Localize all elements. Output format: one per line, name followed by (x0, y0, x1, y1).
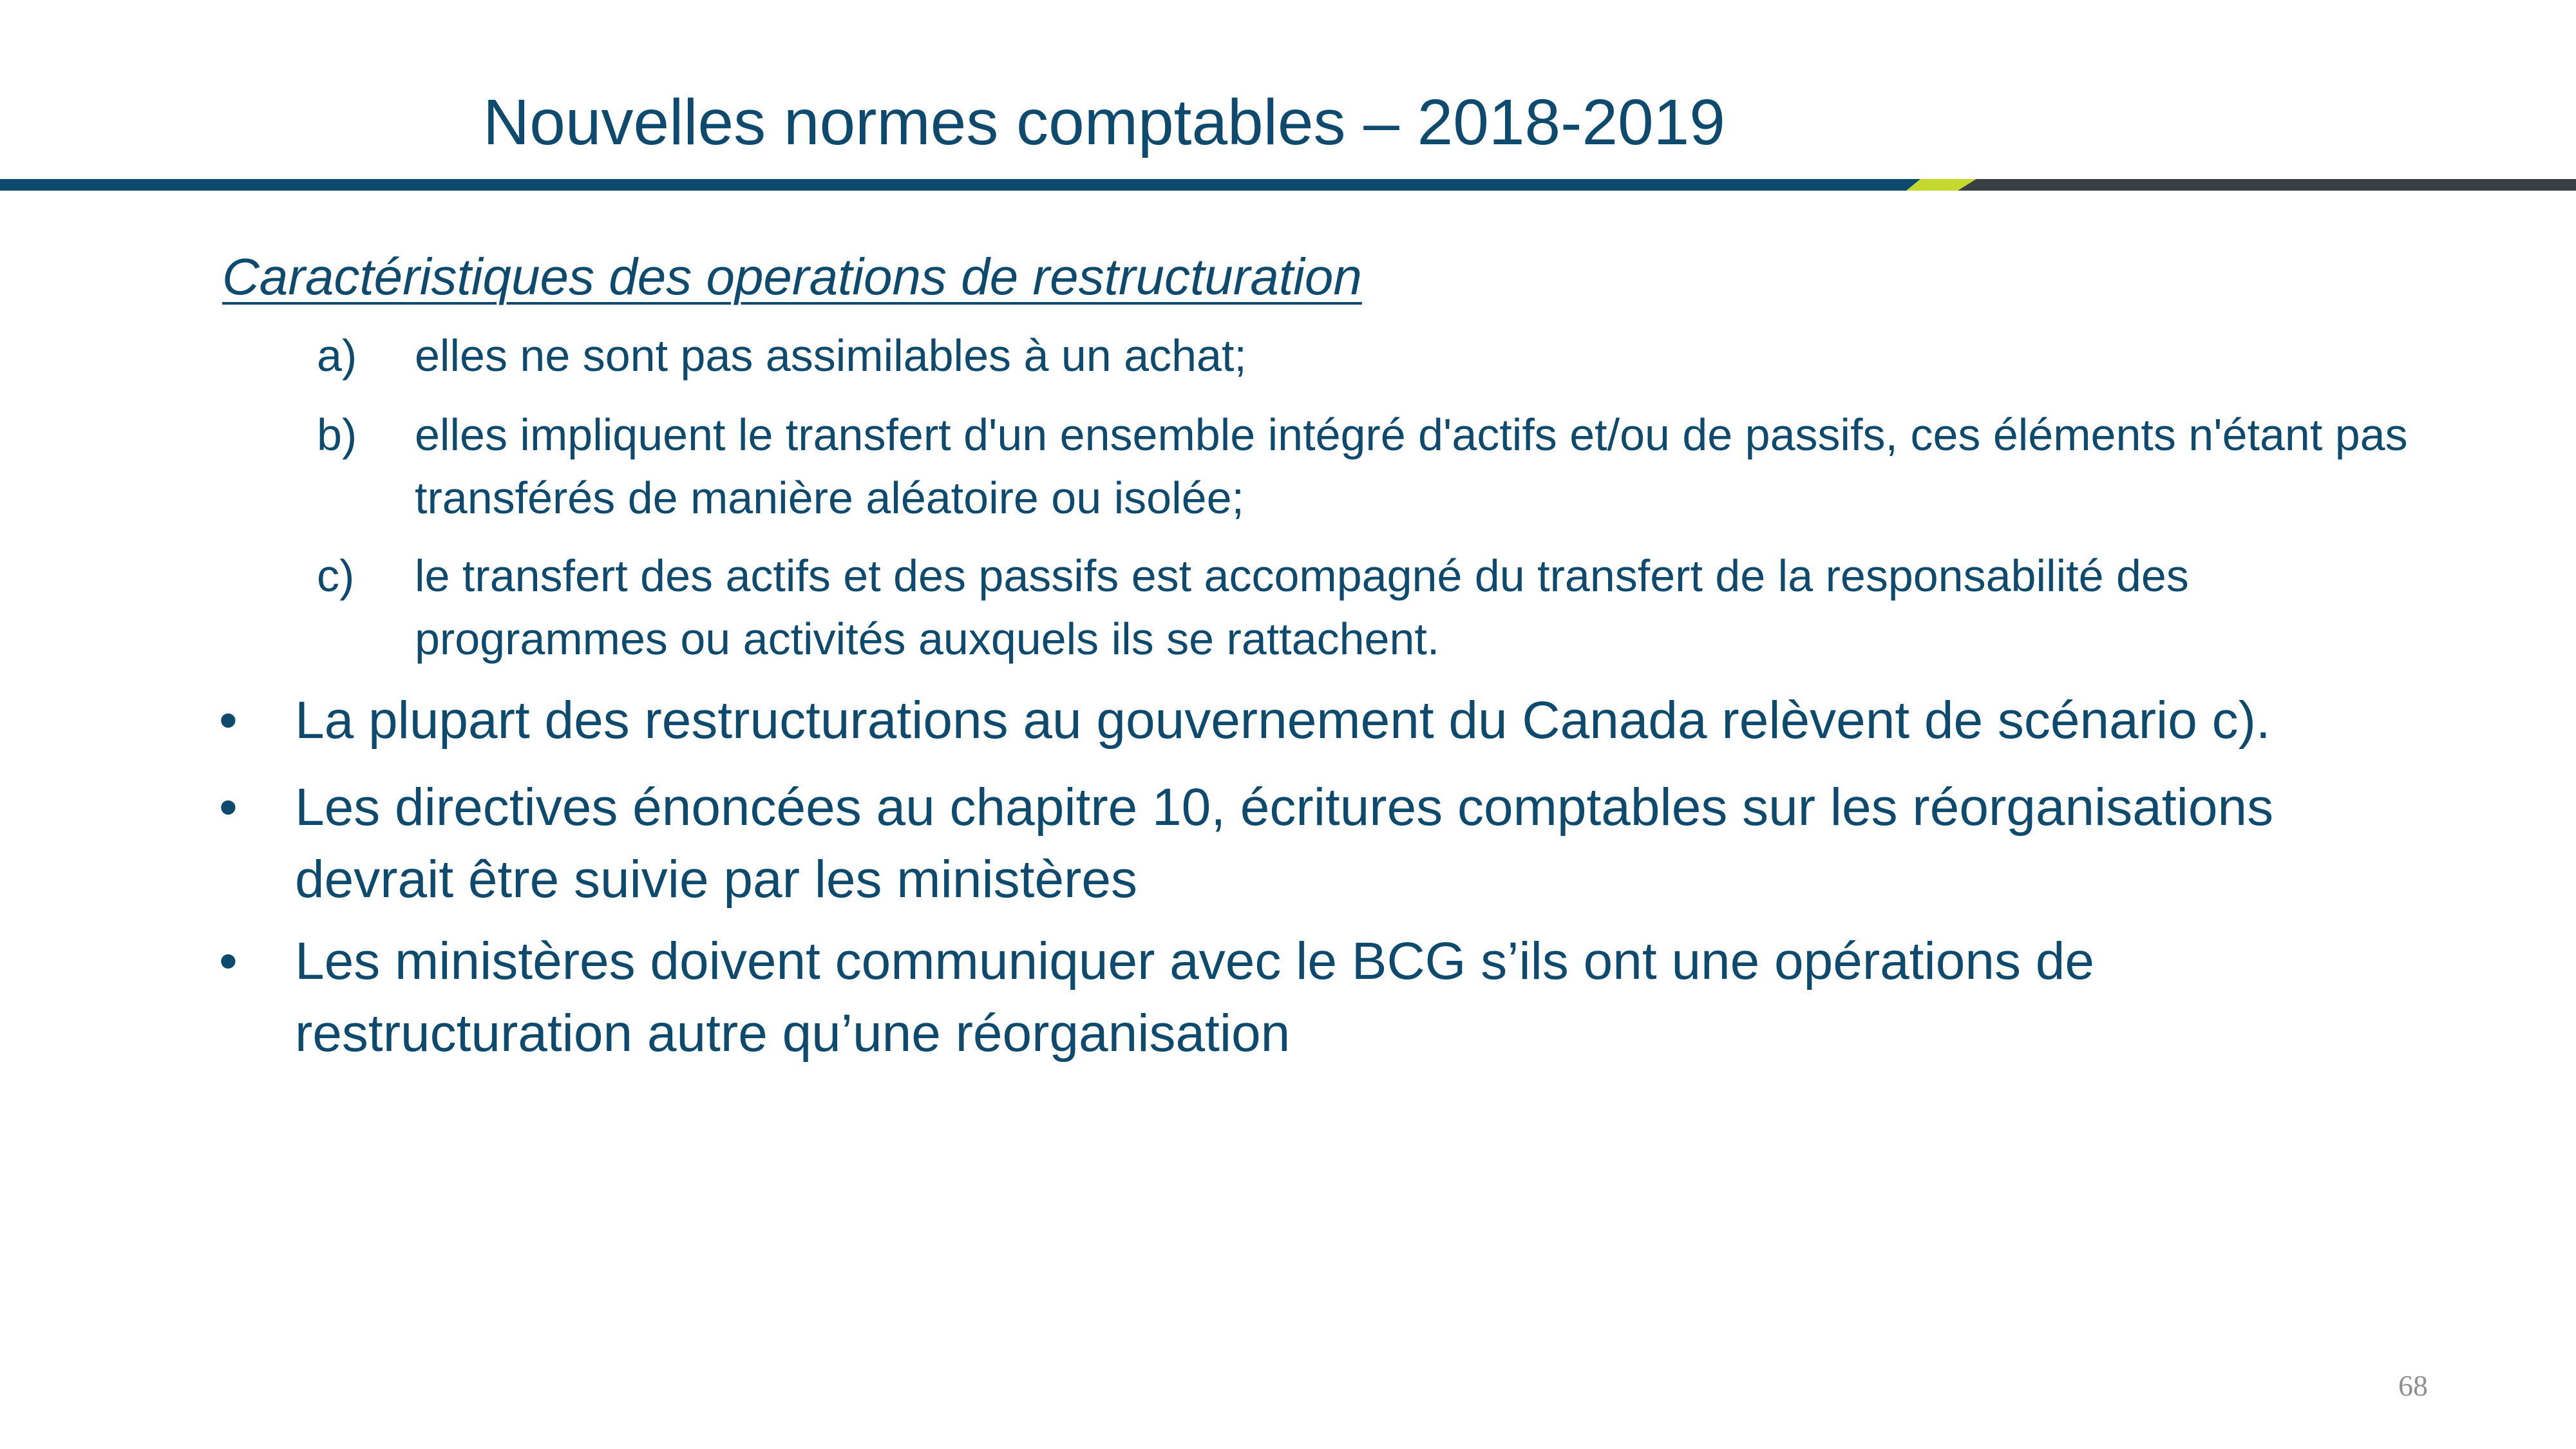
bullet-text: Les ministères doivent communiquer avec le BCG s’ils ont une opérations de restructuration autre qu’une réorganisation (295, 932, 2094, 1063)
list-item-text: le transfert des actifs et des passifs est accompagné du transfert de la responsabilité des programmes ou activités auxquels ils se rattachent. (415, 551, 2189, 664)
divider-dark-segment (1958, 179, 2576, 191)
list-marker: b) (317, 410, 357, 460)
divider-blue-segment (0, 179, 1926, 191)
slide-title: Nouvelles normes comptables – 2018-2019 (483, 86, 1725, 158)
bullet-marker: • (219, 778, 238, 837)
page-number: 68 (2398, 1369, 2428, 1402)
list-item-text: elles impliquent le transfert d'un ensemble intégré d'actifs et/ou de passifs, ces éléments n'étant pas transférés de manière aléatoire ou isolée; (415, 410, 2408, 523)
list-marker: c) (317, 551, 355, 601)
list-marker: a) (317, 330, 357, 381)
bullet-marker: • (219, 932, 238, 990)
title-divider (0, 179, 2576, 191)
section-subheading: Caractéristiques des operations de restructuration (222, 248, 1362, 305)
bullet-marker: • (219, 691, 238, 750)
list-item-text: elles ne sont pas assimilables à un achat; (415, 330, 1247, 381)
bullet-text: Les directives énoncées au chapitre 10, écritures comptables sur les réorganisations devrait être suivie par les ministères (295, 778, 2274, 909)
bullet-text: La plupart des restructurations au gouvernement du Canada relèvent de scénario c). (295, 691, 2271, 750)
